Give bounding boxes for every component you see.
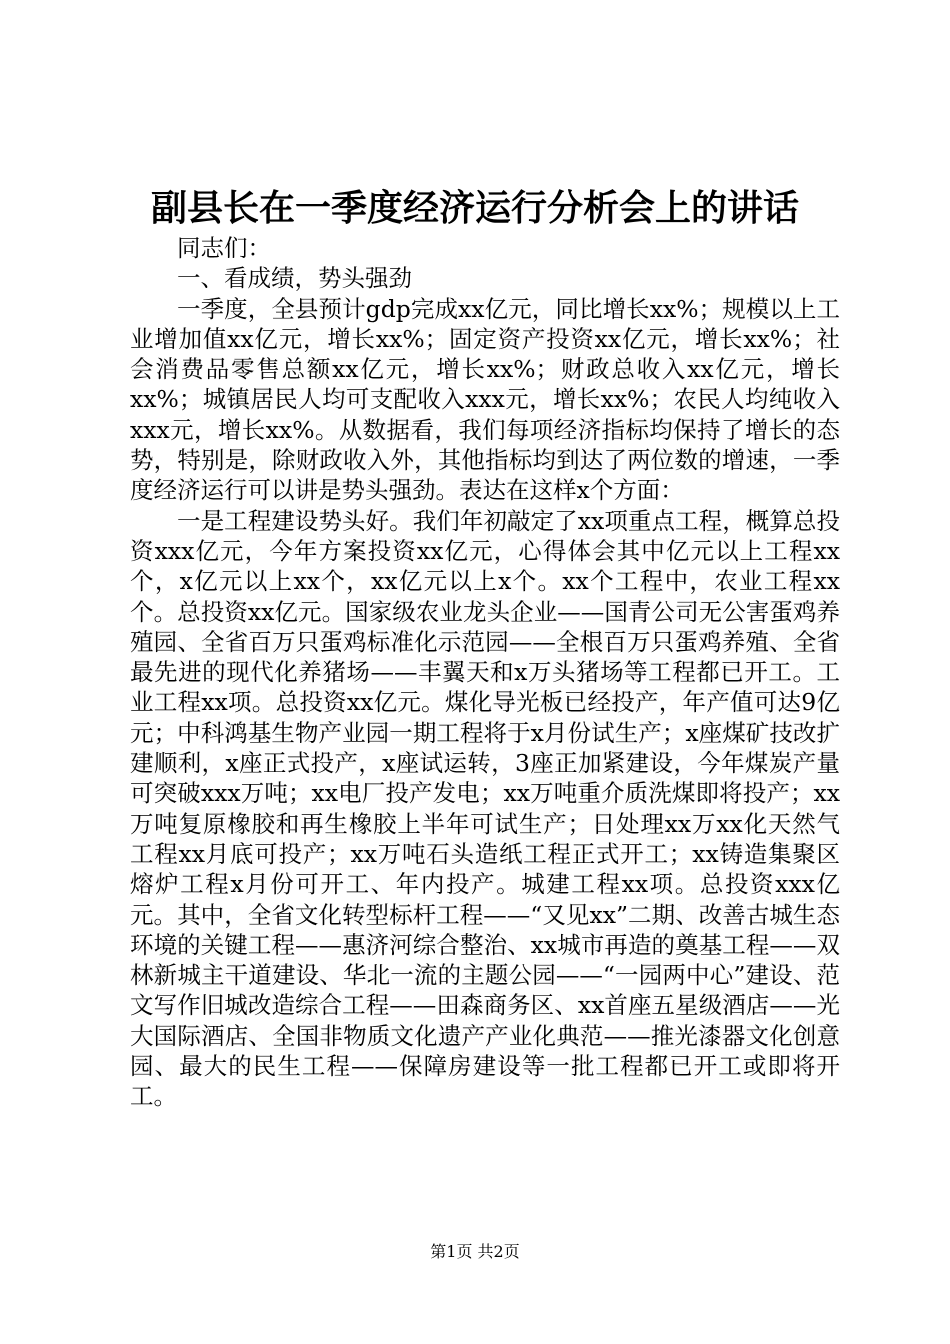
salutation: 同志们： [177,234,271,262]
body-paragraph: 一是工程建设势头好。我们年初敲定了xx项重点工程，概算总投资xxx亿元，今年方案投资xx亿元，心得体会其中亿元以上工程xx个，x亿元以上xx个，xx亿元以上x个。xx个工程中，农业工程xx个。总投资xx亿元。国家级农业龙头企业——国青公司无公害蛋鸡养殖园、全省百万只蛋鸡标准化示范园——全根百万只蛋鸡养殖、全省最先进的现代化养猪场——丰翼天和x万头猪场等工程都已开工。工业工程xx项。总投资xx亿元。煤化导光板已经投产，年产值可达9亿元；中科鸿基生物产业园一期工程将于x月份试生产；x座煤矿技改扩建顺利，x座正式投产，x座试运转，3座正加紧建设，今年煤炭产量可突破xxx万吨；xx电厂投产发电；xx万吨重介质洗煤即将投产；xx万吨复原橡胶和再生橡胶上半年可试生产；日处理xx万xx化天然气工程xx月底可投产；xx万吨石头造纸工程正式开工；xx铸造集聚区熔炉工程x月份可开工、年内投产。城建工程xx项。总投资xxx亿元。其中，全省文化转型标杆工程——“又见xx”二期、改善古城生态环境的关键工程——惠济河综合整治、xx城市再造的奠基工程——双林新城主干道建设、华北一流的主题公园——“一园两中心”建设、范文写作旧城改造综合工程——田森商务区、xx首座五星级酒店——光大国际酒店、全国非物质文化遗产产业化典范——推光漆器文化创意园、最大的民生工程——保障房建设等一批工程都已开工或即将开工。 [130,506,840,1111]
document-title: 副县长在一季度经济运行分析会上的讲话 [150,187,799,229]
body-paragraph: 一季度，全县预计gdp完成xx亿元，同比增长xx%；规模以上工业增加值xx亿元，增长xx%；固定资产投资xx亿元，增长xx%；社会消费品零售总额xx亿元，增长xx%；财政总收入xx亿元，增长xx%；城镇居民人均可支配收入xxx元，增长xx%；农民人均纯收入xxx元，增长xx%。从数据看，我们每项经济指标均保持了增长的态势，特别是，除财政收入外，其他指标均到达了两位数的增速，一季度经济运行可以讲是势头强劲。表达在这样x个方面： [130,294,840,505]
section-heading: 一、看成绩，势头强劲 [177,264,412,293]
document-body [130,233,840,1112]
page-footer: 第1页 共2页 [430,1242,520,1261]
